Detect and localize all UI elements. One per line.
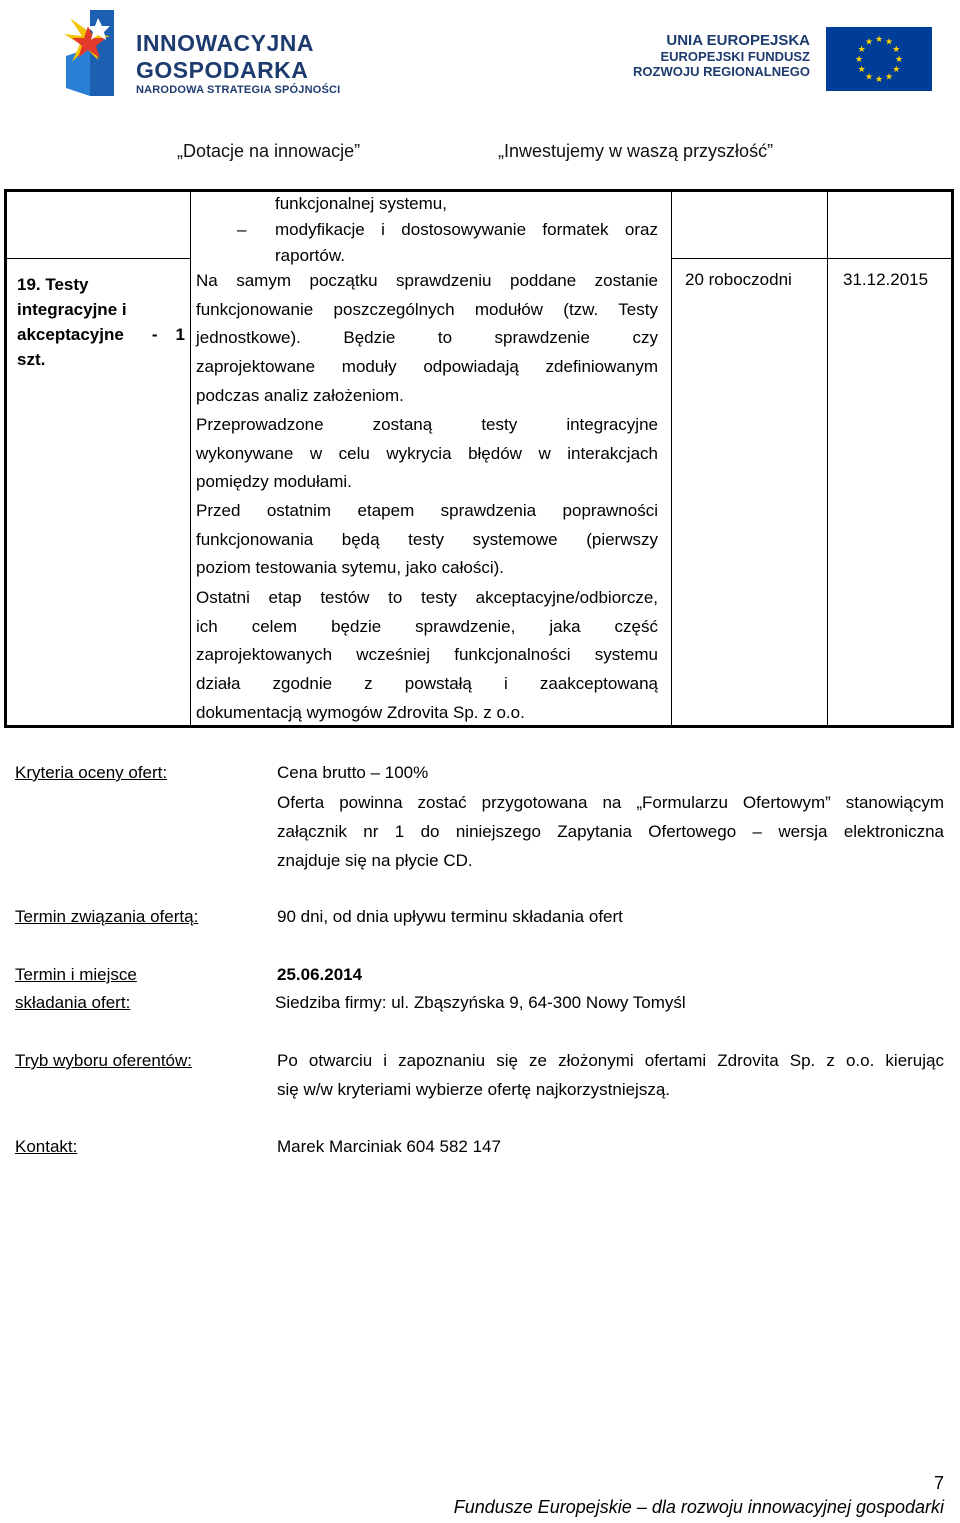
eu-star-icon: ★ [874,34,884,44]
task-title [17,272,185,372]
eu-logo-line3: ROZWOJU REGIONALNEGO [633,64,810,79]
selection-line1: Po otwarciu i zapoznaniu się ze złożonymi ofertami Zdrovita Sp. z o.o. kierując [277,1051,944,1070]
ig-logo-line2: GOSPODARKA [136,57,309,83]
footer-slogan: Fundusze Europejskie – dla rozwoju innowacyjnej gospodarki [453,1497,944,1517]
desc-bullet-dash: – [237,220,247,239]
eu-star-icon: ★ [884,71,894,82]
task-title-qty: 1 [175,325,185,344]
desc-paragraph-2 [196,411,658,497]
p4-line5: dokumentacją wymogów Zdrovita Sp. z o.o. [196,702,525,722]
p4-line2: ich celem będzie sprawdzenie, jaka część [196,616,658,636]
eu-logo-line1: UNIA EUROPEJSKA [666,32,810,49]
p4-line1: Ostatni etap testów to testy akceptacyjne/odbiorcze, [196,588,658,607]
desc-paragraph-4 [196,584,658,728]
duration-cell: 20 roboczodni [685,270,792,289]
innowacyjna-gospodarka-logo [58,8,348,100]
selection-value [277,1046,944,1104]
selection-label: Tryb wyboru oferentów: [15,1051,192,1070]
eu-star-icon: ★ [892,64,901,74]
eu-star-icon: ★ [864,36,874,47]
criteria-value: Cena brutto – 100% [277,763,429,782]
eu-star-icon: ★ [857,64,866,74]
eu-star-icon: ★ [884,36,894,47]
desc-top-line2: modyfikacje i dostosowywanie formatek oraz [275,220,658,239]
deadline-cell: 31.12.2015 [843,270,929,289]
task-title-dash: - [151,325,158,344]
binding-label: Termin związania ofertą: [15,907,199,926]
eu-fund-logo [628,24,934,90]
ig-emblem-icon [58,8,134,98]
page-number: 7 [933,1473,944,1493]
contact-label: Kontakt: [15,1137,78,1156]
criteria-label: Kryteria oceny ofert: [15,763,168,782]
eu-star-icon: ★ [864,71,874,82]
offer-note-line2: załącznik nr 1 do niniejszego Zapytania Ofertowego – wersja elektroniczna [277,822,944,841]
eu-logo-line2: EUROPEJSKI FUNDUSZ [660,49,810,64]
offer-note-line1: Oferta powinna zostać przygotowana na „Formularzu Ofertowym” stanowiącym [277,793,944,812]
p1-line1: Na samym początku sprawdzeniu poddane zostanie [196,271,658,290]
p3-line3: poziom testowania sytemu, jako całości). [196,558,505,578]
desc-paragraph-3 [196,497,658,583]
eu-star-icon: ★ [857,44,866,54]
p3-line2: funkcjonowania będą testy systemowe (pierwszy [196,529,658,549]
desc-top-line3: raportów. [275,246,345,265]
slogan-left: „Dotacje na innowacje” [177,141,361,161]
eu-star-icon: ★ [874,74,884,84]
desc-top-line1: funkcjonalnej systemu, [275,194,447,213]
p3-line1: Przed ostatnim etapem sprawdzenia poprawności [196,501,658,520]
eu-star-icon: ★ [894,54,904,64]
offer-note [277,788,944,875]
eu-star-icon: ★ [892,44,901,54]
task-title-line1: 19. Testy [17,275,89,294]
p2-line1: Przeprowadzone zostaną testy integracyjne [196,415,658,434]
place-date: 25.06.2014 [277,965,363,984]
place-label-line1: Termin i miejsce [15,965,137,984]
ig-logo-line1: INNOWACYJNA [136,30,315,56]
p4-line3: zaprojektowanych wcześniej funkcjonalności systemu [196,645,658,665]
selection-line2: się w/w kryteriami wybierze ofertę najkorzystniejszą. [277,1080,671,1099]
p2-line2: wykonywane w celu wykrycia błędów w interakcjach [196,443,658,463]
p4-line4: działa zgodnie z powstałą i zaakceptowaną [196,674,658,694]
slogan-right: „Inwestujemy w waszą przyszłość” [498,141,774,161]
desc-paragraph-1 [196,267,658,411]
p1-line2: funkcjonowanie poszczególnych modułów (tzw. Testy [196,299,658,319]
binding-value: 90 dni, od dnia upływu terminu składania ofert [277,907,623,926]
place-label-line2: składania ofert: [15,993,131,1012]
contact-value: Marek Marciniak 604 582 147 [277,1137,501,1156]
offer-note-line3: znajduje się na płycie CD. [277,851,473,870]
p1-line3: jednostkowe). Będzie to sprawdzenie czy [196,328,658,348]
ig-logo-line3: NARODOWA STRATEGIA SPÓJNOŚCI [136,84,341,96]
task-title-line2: integracyjne i [17,300,127,319]
task-title-line4: szt. [17,350,46,369]
p1-line4: zaprojektowane moduły odpowiadają zdefiniowanym [196,357,658,377]
p2-line3: pomiędzy modułami. [196,472,352,492]
task-title-line3: akceptacyjne [17,325,124,344]
place-address: Siedziba firmy: ul. Zbąszyńska 9, 64-300 Nowy Tomyśl [275,993,686,1012]
eu-star-icon: ★ [854,54,864,64]
p1-line5: podczas analiz założeniom. [196,385,404,405]
eu-flag-icon [826,27,932,91]
